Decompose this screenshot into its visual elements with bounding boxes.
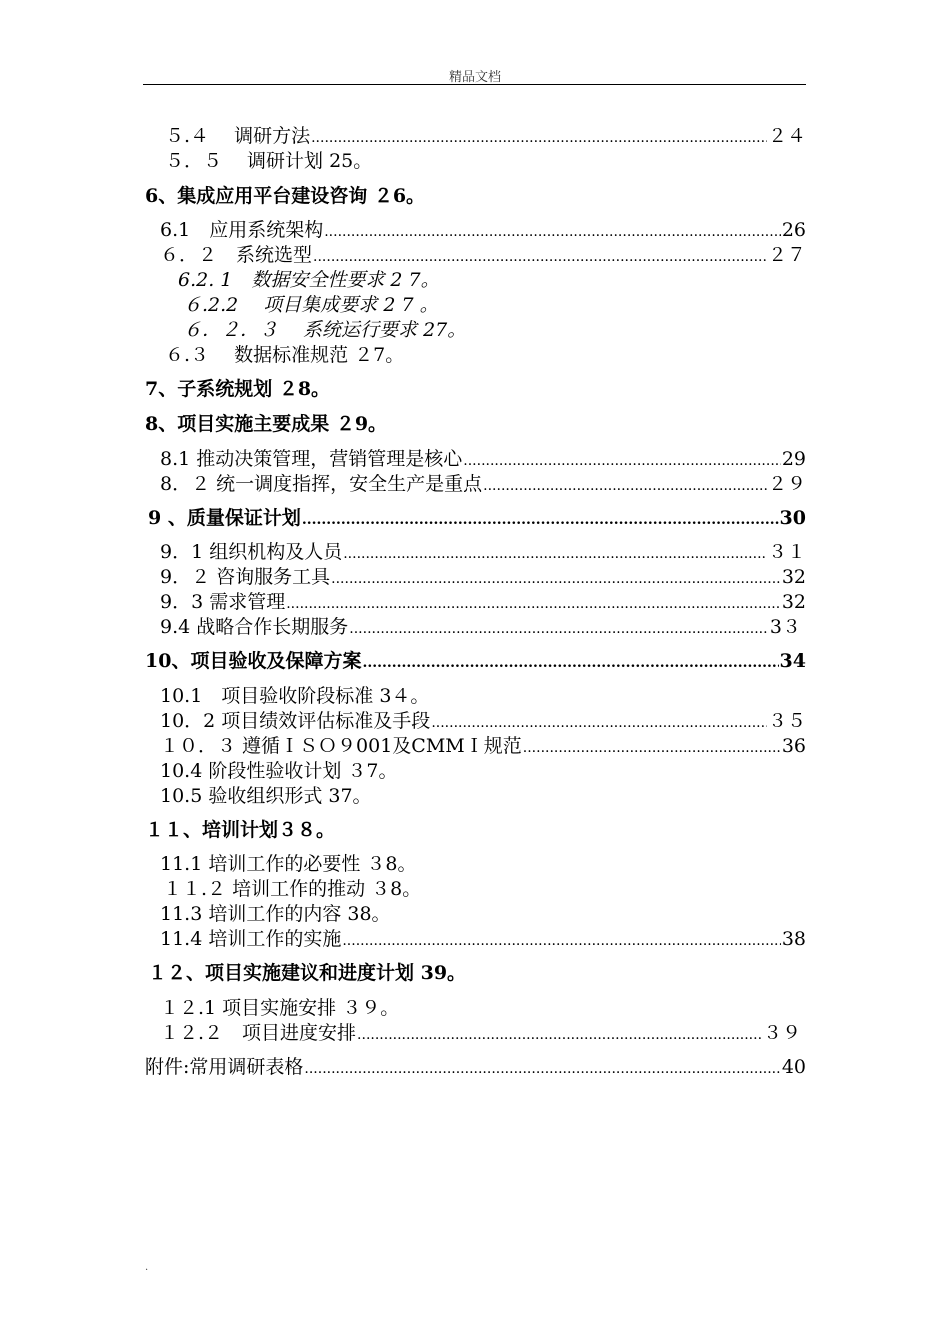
toc-leader	[324, 218, 781, 244]
toc-entry-9-2	[160, 565, 806, 589]
toc-page: ３５	[767, 710, 806, 732]
page-header: 精品文档	[448, 70, 501, 85]
toc-entry-10-1	[160, 684, 429, 708]
toc-page: 32	[781, 566, 806, 588]
toc-leader	[286, 590, 781, 616]
toc-label: 9．２ 咨询服务工具	[160, 566, 331, 588]
toc-label: １１.２ 培训工作的推动 ３8。	[163, 878, 422, 900]
toc-label: 10.1 项目验收阶段标准 3４。	[160, 685, 430, 707]
toc-entry-appendix	[145, 1055, 806, 1079]
toc-leader	[313, 243, 767, 269]
toc-page: 32	[781, 591, 806, 613]
toc-label: 9.4 战略合作长期服务	[160, 616, 349, 638]
toc-label: 7、子系统规划 ２8。	[145, 378, 331, 400]
toc-label: 10.4 阶段性验收计划 ３7。	[160, 760, 398, 782]
toc-leader	[523, 734, 781, 760]
toc-leader	[304, 1055, 780, 1081]
toc-label: 9 、质量保证计划	[148, 507, 301, 529]
toc-label: １１、培训计划３８。	[145, 819, 336, 841]
toc-label: 8．２ 统一调度指挥，安全生产是重点	[160, 473, 483, 495]
toc-leader	[343, 540, 767, 566]
toc-label: 附件:常用调研表格	[145, 1056, 304, 1078]
toc-entry-6-2-3	[183, 318, 466, 342]
toc-label: ５．５ 调研计划 25。	[165, 150, 373, 172]
toc-entry-10-5	[160, 784, 372, 808]
toc-page: 40	[781, 1056, 806, 1078]
toc-page: 34	[779, 650, 806, 672]
toc-label: ５.４ 调研方法	[165, 125, 311, 147]
toc-label: 6、集成应用平台建设咨询 ２6。	[145, 185, 426, 207]
toc-entry-12	[148, 961, 466, 985]
toc-entry-12-2	[160, 1021, 801, 1045]
toc-entry-8-2	[160, 472, 806, 496]
toc-label: 11.3 培训工作的内容 38。	[160, 903, 391, 925]
toc-entry-11-4	[160, 927, 806, 951]
toc-page: 38	[781, 928, 806, 950]
toc-leader	[331, 565, 781, 591]
toc-entry-6	[145, 184, 425, 208]
toc-label: １２、项目实施建议和进度计划 39。	[148, 962, 467, 984]
toc-label: 9．1 组织机构及人员	[160, 541, 343, 563]
toc-page: 30	[779, 507, 806, 529]
toc-page: 29	[781, 448, 806, 470]
toc-page: 36	[781, 735, 806, 757]
toc-label: 9．3 需求管理	[160, 591, 286, 613]
toc-entry-9-4	[160, 615, 801, 639]
toc-label: ６．２ 系统选型	[160, 244, 313, 266]
toc-label: 10、项目验收及保障方案	[145, 650, 362, 672]
toc-leader	[483, 472, 767, 498]
toc-label: 6.2. 1 数据安全性要求 2 7。	[178, 269, 440, 291]
toc-label: 11.1 培训工作的必要性 ３8。	[160, 853, 417, 875]
toc-entry-10	[145, 649, 806, 673]
toc-leader	[311, 124, 767, 150]
toc-entry-9-1	[160, 540, 806, 564]
toc-entry-11-1	[160, 852, 416, 876]
toc-entry-5-4	[165, 124, 806, 148]
toc-entry-10-2	[160, 709, 806, 733]
toc-entry-10-4	[160, 759, 397, 783]
toc-page: ３１	[767, 541, 806, 563]
toc-entry-11-2	[163, 877, 421, 901]
footer-mark: .	[145, 1262, 149, 1273]
toc-label: 10．2 项目绩效评估标准及手段	[160, 710, 431, 732]
toc-leader	[302, 506, 779, 532]
toc-page: ２９	[767, 473, 806, 495]
toc-label: １０．３ 遵循ＩＳＯ９001及CMMＩ规范	[160, 735, 522, 757]
toc-label: ６.2.2 项目集成要求 2 7 。	[183, 294, 439, 316]
toc-entry-7	[145, 377, 330, 401]
toc-entry-10-3	[160, 734, 806, 758]
toc-entry-9-3	[160, 590, 806, 614]
toc-leader	[431, 709, 767, 735]
toc-page: 26	[781, 219, 806, 241]
toc-entry-8	[145, 412, 387, 436]
toc-label: １２.1 项目实施安排 ３９。	[160, 997, 400, 1019]
toc-entry-5-5	[165, 149, 372, 173]
toc-label: 10.5 验收组织形式 37。	[160, 785, 372, 807]
toc-entry-6-1	[160, 218, 806, 242]
toc-page: ３９	[762, 1022, 801, 1044]
toc-page: ２４	[767, 125, 806, 147]
toc-leader	[349, 615, 769, 641]
toc-entry-6-2-1	[178, 268, 440, 292]
toc-entry-6-2-2	[183, 293, 439, 317]
toc-leader	[357, 1021, 762, 1047]
toc-label: 6.1 应用系统架构	[160, 219, 324, 241]
toc-page: 3３	[769, 616, 801, 638]
toc-entry-9	[148, 506, 806, 530]
toc-page: ２７	[767, 244, 806, 266]
toc-entry-6-3	[165, 343, 404, 367]
toc-label: ６.３ 数据标准规范 ２7。	[165, 344, 405, 366]
toc-entry-11-3	[160, 902, 391, 926]
toc-label: ６．２．３ 系统运行要求 27。	[183, 319, 467, 341]
toc-entry-12-1	[160, 996, 399, 1020]
toc-label: 8.1 推动决策管理，营销管理是核心	[160, 448, 463, 470]
toc-leader	[342, 927, 780, 953]
toc-label: 8、项目实施主要成果 ２9。	[145, 413, 388, 435]
toc-leader	[463, 447, 781, 473]
toc-label: １２.２ 项目进度安排	[160, 1022, 357, 1044]
toc-entry-11	[145, 818, 335, 842]
toc-entry-6-2	[160, 243, 806, 267]
toc-label: 11.4 培训工作的实施	[160, 928, 342, 950]
toc-leader	[362, 649, 778, 675]
toc-entry-8-1	[160, 447, 806, 471]
